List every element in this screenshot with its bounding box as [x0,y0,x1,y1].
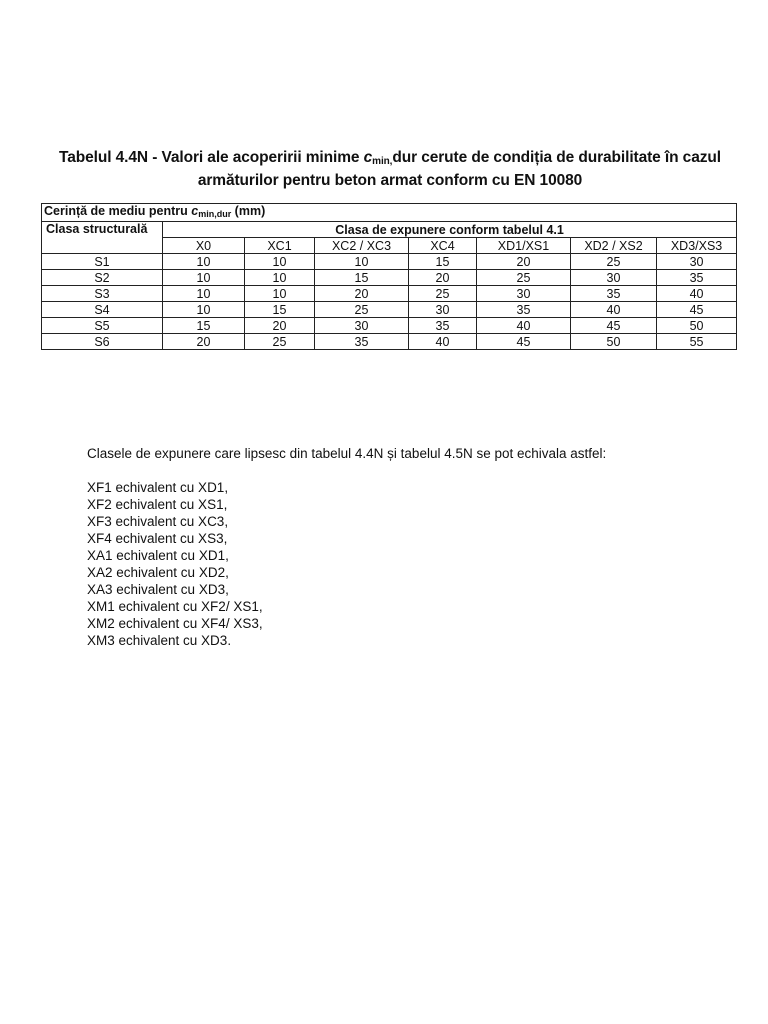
cover-value-cell: 10 [245,286,315,302]
title-text-end: dur cerute de condiția de durabilitate în cazul [392,149,721,166]
column-header: X0 [163,238,245,254]
env-requirement-row [42,204,737,222]
env-c-subscript: min,dur [198,209,232,219]
title-c-subscript: min, [372,156,393,167]
list-item: XF1 echivalent cu XD1, [87,480,229,495]
cover-value-cell: 45 [571,318,657,334]
cover-value-cell: 35 [571,286,657,302]
cover-value-cell: 15 [163,318,245,334]
cover-value-cell: 25 [409,286,477,302]
cover-value-cell: 40 [477,318,571,334]
cover-value-cell: 30 [657,254,737,270]
title-text-start: Tabelul 4.4N - Valori ale acoperirii minime [59,149,364,166]
cover-value-cell: 30 [409,302,477,318]
cover-value-cell: 10 [245,270,315,286]
table-row [42,286,737,302]
cover-value-cell: 25 [315,302,409,318]
list-item: XA1 echivalent cu XD1, [87,548,229,563]
table-row [42,254,737,270]
list-item: XM3 echivalent cu XD3. [87,633,232,648]
cover-value-cell: 15 [409,254,477,270]
cover-table-wrapper [41,203,736,350]
structural-class-cell: S2 [42,270,163,286]
title-c-symbol: c [363,149,373,166]
cover-value-cell: 25 [477,270,571,286]
cover-value-cell: 20 [315,286,409,302]
cover-value-cell: 30 [477,286,571,302]
env-c-symbol: c [191,204,199,218]
table-row [42,270,737,286]
cover-value-cell: 35 [477,302,571,318]
cover-value-cell: 40 [409,334,477,350]
list-item: XF3 echivalent cu XC3, [87,514,229,529]
notes-intro: Clasele de expunere care lipsesc din tabelul 4.4N și tabelul 4.5N se pot echivala astfel: [87,446,607,461]
cover-value-cell: 35 [315,334,409,350]
cover-value-cell: 10 [163,302,245,318]
table-row [42,334,737,350]
column-header: XD1/XS1 [477,238,571,254]
cover-value-cell: 10 [163,254,245,270]
cover-value-cell: 50 [657,318,737,334]
table-row [42,318,737,334]
table-row [42,302,737,318]
cover-value-cell: 50 [571,334,657,350]
column-header: XC1 [245,238,315,254]
cover-value-cell: 15 [245,302,315,318]
structural-class-header: Clasa structurală [42,222,163,254]
list-item: XA2 echivalent cu XD2, [87,565,229,580]
exposure-header-row [42,222,737,238]
structural-class-cell: S1 [42,254,163,270]
exposure-class-header: Clasa de expunere conform tabelul 4.1 [163,222,737,238]
list-item: XF2 echivalent cu XS1, [87,497,228,512]
cover-value-cell: 30 [571,270,657,286]
env-label-end: (mm) [231,204,266,218]
cover-value-cell: 15 [315,270,409,286]
cover-value-cell: 40 [571,302,657,318]
cover-value-cell: 35 [409,318,477,334]
cover-value-cell: 40 [657,286,737,302]
structural-class-cell: S3 [42,286,163,302]
column-header: XD2 / XS2 [571,238,657,254]
title-line-2: armăturilor pentru beton armat conform cu EN 10080 [197,172,583,189]
structural-class-cell: S6 [42,334,163,350]
equivalence-list [87,479,727,649]
cover-value-cell: 30 [315,318,409,334]
cover-value-cell: 25 [571,254,657,270]
cover-value-cell: 35 [657,270,737,286]
cover-value-cell: 20 [477,254,571,270]
equivalence-notes [87,445,727,649]
column-header: XC4 [409,238,477,254]
cover-value-cell: 20 [409,270,477,286]
env-requirement-cell [42,204,737,222]
cover-value-cell: 20 [245,318,315,334]
cover-value-cell: 10 [163,286,245,302]
list-item: XF4 echivalent cu XS3, [87,531,228,546]
table-title [40,148,740,190]
cover-value-cell: 25 [245,334,315,350]
column-header: XD3/XS3 [657,238,737,254]
min-cover-table [41,203,737,350]
cover-value-cell: 20 [163,334,245,350]
cover-value-cell: 10 [163,270,245,286]
column-header: XC2 / XC3 [315,238,409,254]
env-label-start: Cerință de mediu pentru [44,204,192,218]
structural-class-cell: S5 [42,318,163,334]
list-item: XA3 echivalent cu XD3, [87,582,229,597]
title-line-1 [40,148,740,171]
cover-value-cell: 10 [315,254,409,270]
list-item: XM1 echivalent cu XF2/ XS1, [87,599,263,614]
structural-class-cell: S4 [42,302,163,318]
cover-value-cell: 55 [657,334,737,350]
cover-value-cell: 10 [245,254,315,270]
cover-value-cell: 45 [477,334,571,350]
list-item: XM2 echivalent cu XF4/ XS3, [87,616,263,631]
cover-value-cell: 45 [657,302,737,318]
